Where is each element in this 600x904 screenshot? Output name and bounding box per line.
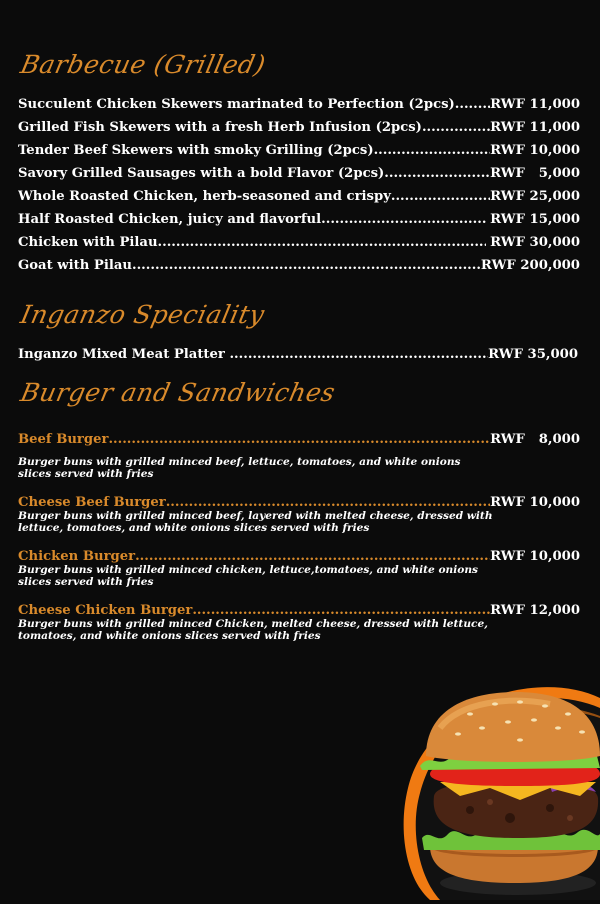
item-price: RWF 5,000 <box>490 166 580 181</box>
item-price: RWF 15,000 <box>485 212 580 227</box>
menu-item <box>18 258 580 273</box>
menu-item <box>18 603 580 618</box>
item-name: Whole Roasted Chicken, herb-seasoned and crispy <box>18 189 391 204</box>
section-title-barbecue: Barbecue (Grilled) <box>18 50 269 79</box>
leader-dots <box>455 97 490 112</box>
item-price: RWF 8,000 <box>490 432 580 447</box>
menu-item <box>18 189 580 204</box>
item-description: Burger buns with grilled minced beef, lettuce, tomatoes, and white onions slices served with fries <box>18 456 461 480</box>
menu-item <box>18 120 580 135</box>
item-description: Burger buns with grilled minced beef, layered with melted cheese, dressed with lettuce, tomatoes, and white onions slices served with fries <box>18 510 493 534</box>
section-title-inganzo: Inganzo Speciality <box>18 300 268 329</box>
leader-dots <box>422 120 490 135</box>
item-name: Tender Beef Skewers with smoky Grilling (2pcs) <box>18 143 374 158</box>
item-name: Grilled Fish Skewers with a fresh Herb Infusion (2pcs) <box>18 120 422 135</box>
item-price: RWF 30,000 <box>485 235 580 250</box>
menu-item <box>18 212 580 227</box>
item-name: Chicken with Pilau <box>18 235 158 250</box>
burger-photo <box>400 678 600 900</box>
item-price: RWF 11,000 <box>490 97 580 112</box>
menu-item <box>18 235 580 250</box>
item-price: RWF 10,000 <box>490 143 580 158</box>
menu-item <box>18 347 578 362</box>
item-description: Burger buns with grilled minced Chicken, melted cheese, dressed with lettuce, tomatoes, and white onions slices served with fries <box>18 618 488 642</box>
item-price: RWF 10,000 <box>490 495 580 510</box>
item-price: RWF 35,000 <box>488 347 578 362</box>
item-price: RWF 12,000 <box>490 603 580 618</box>
leader-dots <box>135 549 490 564</box>
item-name: Cheese Chicken Burger <box>18 603 193 618</box>
menu-item <box>18 97 580 112</box>
leader-dots <box>321 212 485 227</box>
item-price: RWF 11,000 <box>490 120 580 135</box>
burger-icon <box>400 678 600 900</box>
item-name: Succulent Chicken Skewers marinated to Perfection (2pcs) <box>18 97 455 112</box>
item-description: Burger buns with grilled minced chicken, lettuce,tomatoes, and white onions slices served with fries <box>18 564 479 588</box>
item-name: Inganzo Mixed Meat Platter <box>18 347 230 362</box>
item-price: RWF 200,000 <box>480 258 580 273</box>
menu-item <box>18 432 580 447</box>
menu-item <box>18 166 580 181</box>
item-price: RWF 25,000 <box>490 189 580 204</box>
item-name: Half Roasted Chicken, juicy and flavorful <box>18 212 322 227</box>
leader-dots <box>108 432 490 447</box>
menu-item <box>18 549 580 564</box>
menu-item <box>18 143 580 158</box>
leader-dots <box>229 347 488 362</box>
item-name: Beef Burger <box>18 432 109 447</box>
item-name: Cheese Beef Burger <box>18 495 166 510</box>
section-title-burgers: Burger and Sandwiches <box>18 378 339 407</box>
item-name: Goat with Pilau <box>18 258 132 273</box>
leader-dots <box>192 603 490 618</box>
leader-dots <box>166 495 490 510</box>
leader-dots <box>132 258 481 273</box>
leader-dots <box>158 235 486 250</box>
leader-dots <box>391 189 490 204</box>
menu-item <box>18 495 580 510</box>
leader-dots <box>374 143 491 158</box>
item-price: RWF 10,000 <box>490 549 580 564</box>
item-name: Chicken Burger <box>18 549 136 564</box>
leader-dots <box>384 166 490 181</box>
item-name: Savory Grilled Sausages with a bold Flavor (2pcs) <box>18 166 385 181</box>
